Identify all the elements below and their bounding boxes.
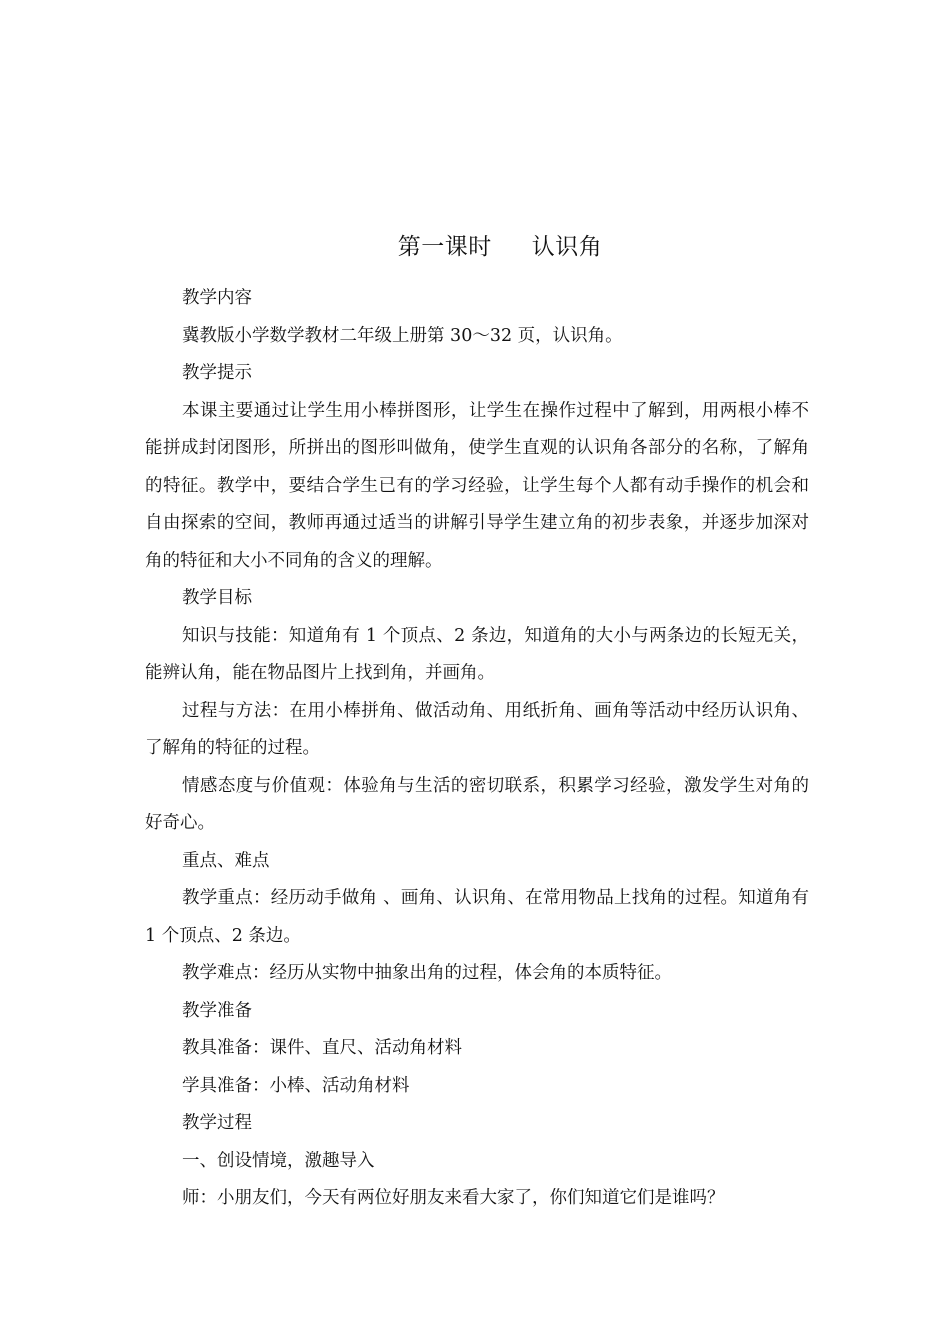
paragraph-teacher-materials: 教具准备：课件、直尺、活动角材料 [182,1038,462,1058]
lesson-title-period: 第一课时 [397,234,492,260]
paragraph-goal-knowledge: 知识与技能：知道角有 1 个顶点、2 条边，知道角的大小与两条边的长短无关，能辨认角，能在物品图片上找到角，并画角。 [145,625,809,683]
section-heading-preparation: 教学准备 [182,1000,252,1021]
paragraph-tips: 本课主要通过让学生用小棒拼图形，让学生在操作过程中了解到，用两根小棒不能拼成封闭图形，所拼出的图形叫做角，使学生直观的认识角各部分的名称，了解角的特征。教学中，要结合学生已有的学习经验，让学生每个人都有动手操作的机会和自由探索的空间，教师再通过适当的讲解引导学生建立角的初步表象，并逐步加深对角的特征和大小不同角的含义的理解。 [145,400,809,571]
paragraph-goal-process: 过程与方法：在用小棒拼角、做活动角、用纸折角、画角等活动中经历认识角、了解角的特征的过程。 [145,700,809,758]
paragraph-student-materials: 学具准备：小棒、活动角材料 [182,1075,410,1096]
section-heading-tips: 教学提示 [182,363,252,383]
paragraph-goal-attitude: 情感态度与价值观：体验角与生活的密切联系，积累学习经验，激发学生对角的好奇心。 [145,775,809,833]
section-heading-goals: 教学目标 [182,588,252,608]
paragraph-content: 冀教版小学数学教材二年级上册第 30～32 页，认识角。 [182,325,623,346]
section-heading-content: 教学内容 [182,288,252,308]
paragraph-teacher-line: 师：小朋友们，今天有两位好朋友来看大家了，你们知道它们是谁吗？ [182,1188,725,1208]
lesson-title-topic: 认识角 [531,234,603,260]
document-body [145,280,809,1218]
section-heading-process: 教学过程 [182,1113,252,1133]
lesson-title [0,228,950,261]
paragraph-key-point: 教学重点：经历动手做角 、画角、认识角、在常用物品上找角的过程。知道角有 1 个顶点、2 条边。 [145,888,809,946]
paragraph-difficulty: 教学难点：经历从实物中抽象出角的过程，体会角的本质特征。 [182,963,672,983]
section-heading-key-points: 重点、难点 [182,850,270,871]
paragraph-step-one: 一、创设情境，激趣导入 [182,1150,375,1171]
